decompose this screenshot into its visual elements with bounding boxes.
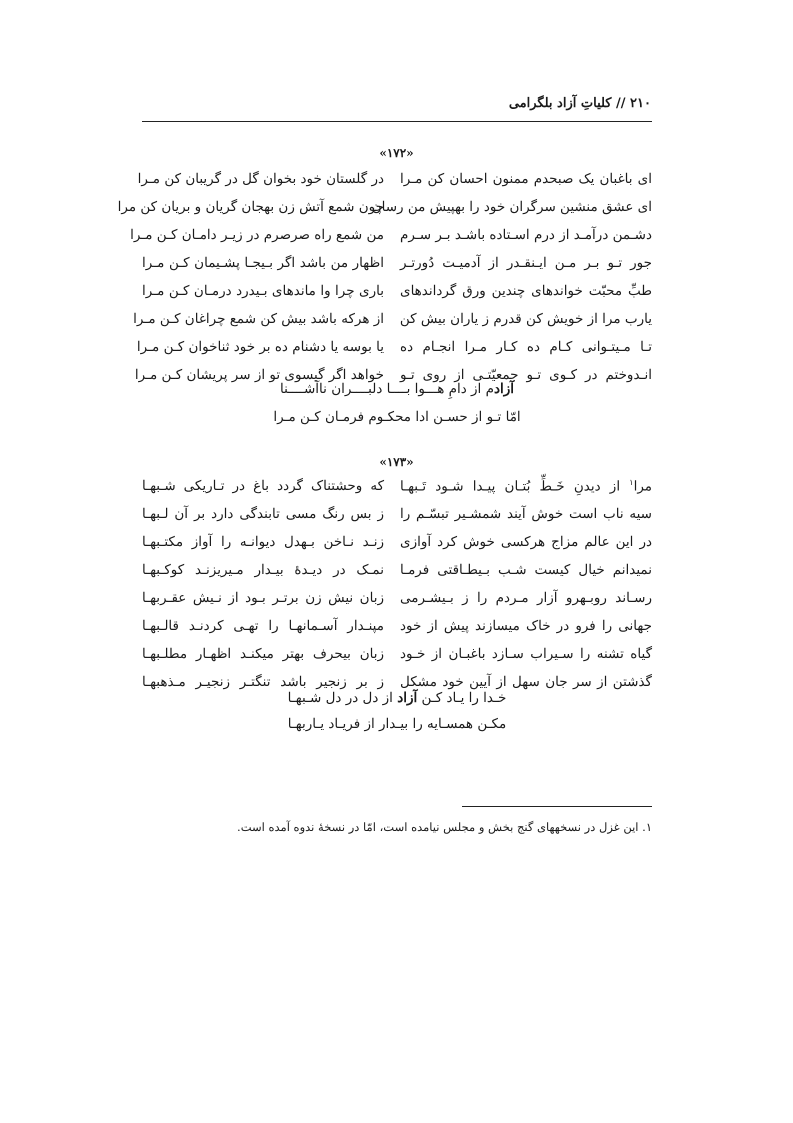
hemistich-second: ز بر زنجیر باشد تنگتـر زنجیـر مـذهبهـا — [142, 674, 384, 690]
hemistich-second: یا بوسه یا دشنام ده بر خود ثناخوان کـن مـرا — [136, 339, 384, 355]
couplet — [142, 590, 652, 616]
hemistich-first: تـا مـیتـوانی کـام ده کـار مـرا انجـام ده — [400, 339, 652, 355]
hemistich-second: زبان نیش زن برتـر بـود از نـیش عقـربهـا — [142, 590, 384, 606]
running-header: ۲۱۰ // کلیاتِ آزاد بلگرامی — [508, 96, 651, 111]
hemistich-second: از هرکه باشد بیش کن شمع چراغان کـن مـرا — [133, 311, 384, 327]
closing-text: امّا تـو از حسـن ادا محکـوم فرمـان کـن مـرا — [273, 409, 521, 425]
hemistich-second: باری چرا وا ماندهای بـیدرد درمـان کـن مـرا — [142, 283, 384, 299]
hemistich-first: انـدوختم در کـوی تـو جمعیّتـی از روی تـو — [400, 367, 652, 383]
poem-number: «۱۷۳» — [379, 455, 414, 469]
couplet — [137, 171, 652, 197]
couplet — [117, 199, 652, 225]
couplet — [142, 562, 652, 588]
hemistich-second: خواهد اگر گیسوی تو از سر پریشان کـن مـرا — [134, 367, 384, 383]
hemistich-second: در گلستان خود بخوان گل در گریبان کن مـرا — [137, 171, 384, 187]
hemistich-second: مپنـدار آسـمانهـا را تهـی کردنـد قالـبهـا — [142, 618, 384, 634]
poet-name: آزاد — [397, 690, 418, 706]
poet-name: آزاد — [493, 381, 515, 397]
hemistich-first: نمیدانم خیال کیست شـب بـیطـاقتی فرمـا — [400, 562, 652, 578]
couplet — [142, 478, 652, 504]
hemistich-first: جور تـو بـر مـن ایـنقـدر از آدمیـت دُورتـر — [400, 255, 652, 271]
hemistich-first: دشـمن درآمـد از درم اسـتاده باشـد بـر سـرم — [400, 227, 652, 243]
hemistich-first: ای باغبان یک صبحدم ممنون احسان کن مـرا — [400, 171, 652, 187]
footnote-marker: ۱ — [629, 478, 634, 487]
couplet — [136, 339, 652, 365]
hemistich-second: نمـک در دیـدۀ بیـدار مـیریزنـد کوکـبهـا — [142, 562, 384, 578]
closing-line — [142, 381, 652, 397]
header-divider — [142, 121, 652, 122]
hemistich-first: سیه ناب است خوش آیند شمشـیر تبسّـم را — [400, 506, 652, 522]
hemistich-second: زنـد نـاخن بـهدل دیوانـه را آواز مکتـبهـا — [142, 534, 384, 550]
hemistich-first: ای عشق منشین سرگران خود را بهپیش من رسان — [371, 199, 652, 215]
hemistich-second: زبان بیحرف بهتر میکنـد اظهـار مطلـبهـا — [142, 646, 384, 662]
hemistich-second: من شمع راه صرصرم در زیـر دامـان کـن مـرا — [130, 227, 384, 243]
hemistich-second: اظهار من باشد اگر بـیجـا پشـیمان کـن مـرا — [142, 255, 384, 271]
closing-line — [142, 409, 652, 425]
closing-line — [142, 690, 652, 706]
closing-text: از دل در دل شـبهـا — [287, 690, 398, 706]
closing-text: مکـن همسـایه را بیـدار از فریـاد یـاربهـا — [287, 716, 507, 732]
closing-text-pre: خـدا را یـاد کـن — [417, 690, 507, 706]
hemistich-first: رسـاند روبـهرو آزار مـردم را ز بـیشـرمی — [400, 590, 652, 606]
footnote-divider — [462, 806, 652, 807]
couplet — [142, 283, 652, 309]
poem-number: «۱۷۲» — [379, 146, 414, 160]
hemistich-first: جهانی را فرو در خاک میسازند پیش از خود — [400, 618, 652, 634]
couplet — [142, 255, 652, 281]
hemistich-second: که وحشتناک گردد باغ در تـاریکی شـبهـا — [142, 478, 384, 494]
couplet — [130, 227, 652, 253]
hemistich-first: مرا$^۱$ از دیدنِ خَـطِّ بُتـان پیـدا شـود تَـبهـا — [400, 478, 652, 495]
closing-line — [142, 716, 652, 732]
couplet — [142, 646, 652, 672]
hemistich-second: چون شمع آتش زن بهجان گریان و بریان کن مرا — [117, 199, 384, 215]
couplet — [133, 311, 652, 337]
couplet — [142, 506, 652, 532]
hemistich-second: ز بس رنگ مسی تابندگی دارد بر آن لـبهـا — [142, 506, 384, 522]
hemistich-first: یارب مرا از خویش کن قدرم ز یاران بیش کن — [399, 311, 652, 327]
couplet — [142, 534, 652, 560]
hemistich-first: گیاه تشنه را سـیراب سـازد باغبـان از خـود — [400, 646, 652, 662]
couplet — [142, 618, 652, 644]
hemistich-first: گذشتن از سر جان سهل از آیین خود مشکل — [400, 674, 652, 690]
footnote: ۱. این غزل در نسخههای گنج بخش و مجلس نیامده است، امّا در نسخۀ ندوه آمده است. — [237, 820, 652, 834]
closing-text: م از دامِ هـــوا بــــا دلبــــران ناآشــــنا — [279, 381, 494, 397]
hemistich-first: طبِّ محبّت خواندهای چندین ورق گرداندهای — [400, 283, 652, 299]
hemistich-first: در این عالم مزاج هرکسی خوش کرد آوازی — [400, 534, 652, 550]
